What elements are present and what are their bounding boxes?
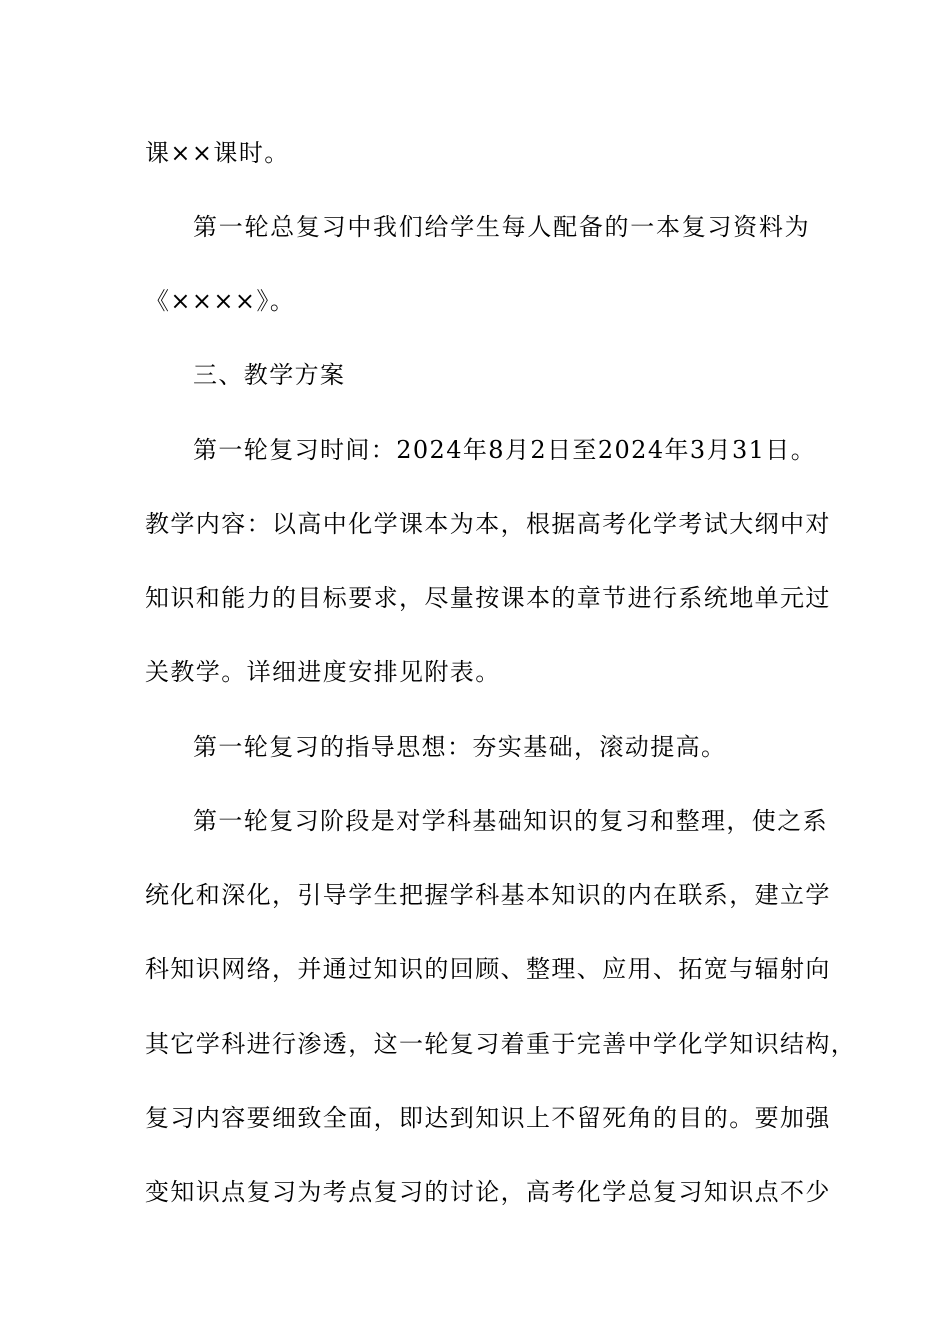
text-line-5: 第一轮复习时间：2024年8月2日至2024年3月31日。 [193,436,817,464]
text-line-8: 关教学。详细进度安排见附表。 [145,658,501,686]
text-line-13: 其它学科进行渗透，这一轮复习着重于完善中学化学知识结构， [145,1030,857,1058]
text-line-11: 统化和深化，引导学生把握学科基本知识的内在联系，建立学 [145,881,831,909]
text-line-1: 课××课时。 [145,139,290,167]
section-heading: 三、教学方案 [193,361,346,389]
text-line-9: 第一轮复习的指导思想：夯实基础，滚动提高。 [193,733,727,761]
text-line-15: 变知识点复习为考点复习的讨论，高考化学总复习知识点不少 [145,1178,831,1206]
text-line-6: 教学内容：以高中化学课本为本，根据高考化学考试大纲中对 [145,510,831,538]
text-line-7: 知识和能力的目标要求，尽量按课本的章节进行系统地单元过 [145,584,831,612]
text-line-12: 科知识网络，并通过知识的回顾、整理、应用、拓宽与辐射向 [145,955,831,983]
text-line-3: 《××××》。 [145,287,296,315]
text-line-2: 第一轮总复习中我们给学生每人配备的一本复习资料为 [193,213,810,241]
text-line-10: 第一轮复习阶段是对学科基础知识的复习和整理，使之系 [193,807,828,835]
text-line-14: 复习内容要细致全面，即达到知识上不留死角的目的。要加强 [145,1104,831,1132]
